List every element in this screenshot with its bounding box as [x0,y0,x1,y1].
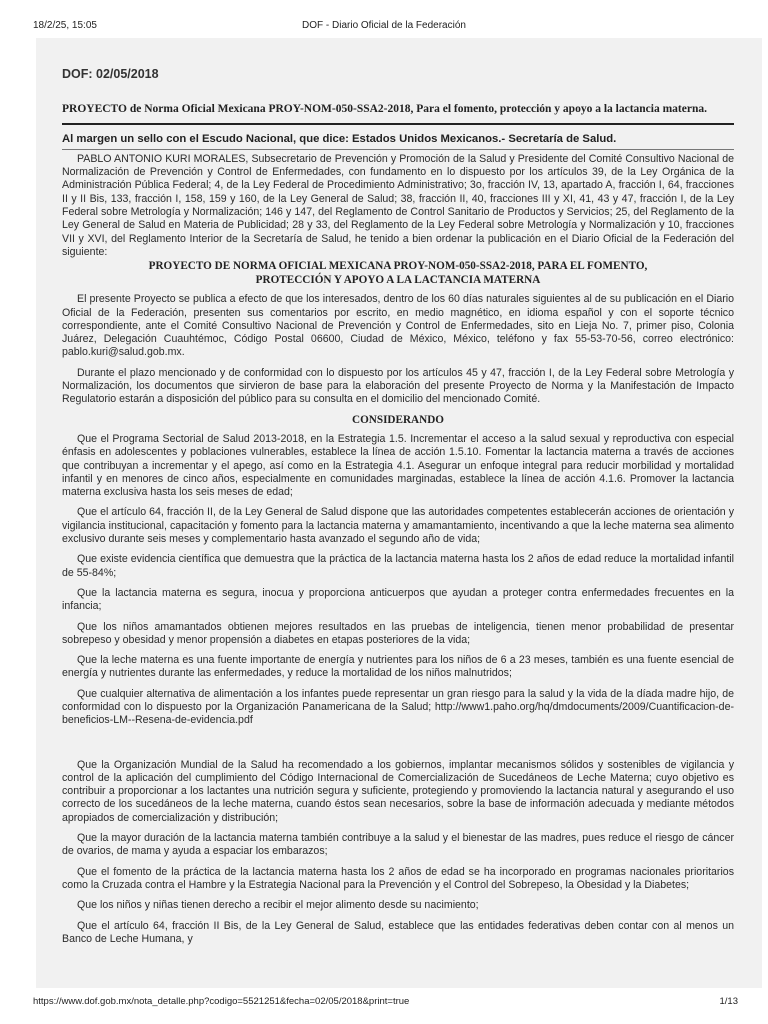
project-title-bold: PROYECTO [62,103,127,116]
document-sheet [36,38,762,988]
print-header [0,0,768,36]
period-paragraph: Durante el plazo mencionado y de conformidad con lo dispuesto por los artículos 45 y 47, fracción I, de la Ley Federal sobre Metrología y Normalización, los documentos que sirvieron de base para la elaboración del presente Proyecto de Norma y la Manifestación de Impacto Regulatorio estarán a disposición del público para su consulta en el domicilio del mencionado Comité. [62,366,734,406]
paragraph-gap [62,735,734,757]
considerando-paragraph: Que la leche materna es una fuente importante de energía y nutrientes para los niños de 6 a 23 meses, también es una fuente esencial de energía y nutrientes durante las enfermedades, y reduce la mortalidad de los niños malnutridos; [62,654,734,680]
considerando-heading: CONSIDERANDO [352,413,444,426]
print-page-title: DOF - Diario Oficial de la Federación [302,20,466,31]
print-datetime: 18/2/25, 15:05 [33,20,97,31]
intro-paragraph: PABLO ANTONIO KURI MORALES, Subsecretario de Prevención y Promoción de la Salud y Presidente del Comité Consultivo Nacional de Normalización de Prevención y Control de Enfermedades, con fundamento en lo dispuesto por los artículos 39, de la Ley Orgánica de la Administración Pública Federal; 4, de la Ley Federal de Procedimiento Administrativo; 3o, fracción IV, 13, apartado A, fracción I, 64, fracciones II y II Bis, 133, fracción I, 158, 159 y 160, de la Ley General de Salud; 38, fracción II, 40, fracciones III y XI, 41, 43 y 47, fracción I, de la Ley Federal sobre Metrología y Normalización; 146 y 147, del Reglamento de Control Sanitario de Productos y Servicios; 25, del Reglamento de la Ley General de Salud en Materia de Publicidad; 28 y 33, del Reglamento de la Ley Federal sobre Metrología y Normalización y 10, fracciones VII y XVI, del Reglamento Interior de la Secretaría de Salud, he tenido a bien ordenar la publicación en el Diario Oficial de la Federación del siguiente: [62,152,734,258]
print-url: https://www.dof.gob.mx/nota_detalle.php?codigo=5521251&fecha=02/05/2018&print=true [33,996,410,1007]
considerando-paragraph: Que el fomento de la práctica de la lactancia materna hasta los 2 años de edad se ha incorporado en programas nacionales prioritarios como la Cruzada contra el Hambre y la Estrategia Nacional para la Prevención y el Control del Sobrepeso, la Obesidad y la Diabetes; [62,865,734,891]
norm-title-line-1: PROYECTO DE NORMA OFICIAL MEXICANA PROY-NOM-050-SSA2-2018, PARA EL FOMENTO, [148,260,648,273]
norm-title-line-2: PROTECCIÓN Y APOYO A LA LACTANCIA MATERNA [255,273,541,286]
dof-date: DOF: 02/05/2018 [62,67,159,81]
project-title [62,103,734,124]
project-title-rest: de Norma Oficial Mexicana PROY-NOM-050-SSA2-2018, Para el fomento, protección y apoyo a la lactancia materna. [126,103,707,116]
publication-paragraph: El presente Proyecto se publica a efecto de que los interesados, dentro de los 60 días naturales siguientes al de su publicación en el Diario Oficial de la Federación, presenten sus comentarios por escrito, en medio magnético, en idioma español y con el soporte técnico correspondiente, ante el Comité Consultivo Nacional de Prevención y Control de Enfermedades, sito en Lieja No. 7, primer piso, Colonia Juárez, Delegación Cuauhtémoc, Código Postal 06600, Ciudad de México, México, teléfono y fax 55-53-70-56, correo electrónico: pablo.kuri@salud.gob.mx. [62,293,734,359]
norm-title [62,260,734,287]
considerando-paragraph: Que los niños amamantados obtienen mejores resultados en las pruebas de inteligencia, tienen menor probabilidad de presentar sobrepeso y obesidad y menor propensión a diabetes en etapas posteriores de la vida; [62,620,734,646]
considerando-paragraph: Que los niños y niñas tienen derecho a recibir el mejor alimento desde su nacimiento; [77,899,479,912]
considerando-paragraph: Que la lactancia materna es segura, inocua y proporciona anticuerpos que ayudan a proteger contra enfermedades frecuentes en la infancia; [62,586,734,613]
print-page-number: 1/13 [719,996,738,1007]
considerando-paragraph: Que el artículo 64, fracción II, de la Ley General de Salud dispone que las autoridades competentes establecerán acciones de orientación y vigilancia institucional, capacitación y fomento para la lactancia materna y amamantamiento, incentivando a que la leche materna sea alimento exclusivo durante seis meses y complementario hasta avanzado el segundo año de vida; [62,506,734,546]
considerando-paragraph: Que el artículo 64, fracción II Bis, de la Ley General de Salud, establece que las entidades federativas deben contar con al menos un Banco de Leche Humana, y [62,919,734,945]
considerando-paragraph: Que existe evidencia científica que demuestra que la práctica de la lactancia materna hasta los 2 años de edad reduce la mortalidad infantil de 55-84%; [62,553,734,579]
document-content [62,68,734,953]
considerando-paragraph-with-link: Que cualquier alternativa de alimentación a los infantes puede representar un gran riesgo para la salud y la vida de la díada madre hijo, de conformidad con lo dispuesto por la Organización Panamericana de la Salud; http://www1.paho.org/hq/dmdocuments/2009/Cuantificacion-de-beneficios-LM--Resena-de-evidencia.pdf [62,687,734,727]
considerando-paragraph: Que la mayor duración de la lactancia materna también contribuye a la salud y el bienestar de las madres, pues reduce el riesgo de cáncer de ovarios, de mama y ayuda a espaciar los embarazos; [62,832,734,858]
considerando-paragraph: Que la Organización Mundial de la Salud ha recomendado a los gobiernos, implantar mecanismos sólidos y sostenibles de vigilancia y control de la aplicación del cumplimiento del Código Internacional de Comercialización de Sucedáneos de Leche Materna; cuyo objetivo es contribuir a proporcionar a los lactantes una nutrición segura y suficiente, protegiendo y promoviendo la lactancia natural y asegurando el uso correcto de los sucedáneos de la leche materna, cuando éstos sean necesarios, sobre la base de información adecuada y mediante métodos apropiados de comercialización y distribución; [62,758,734,824]
margin-note: Al margen un sello con el Escudo Nacional, que dice: Estados Unidos Mexicanos.- Secretaría de Salud. [62,133,734,150]
considerando-paragraph: Que el Programa Sectorial de Salud 2013-2018, en la Estrategia 1.5. Incrementar el acceso a la salud sexual y reproductiva con especial énfasis en adolescentes y poblaciones vulnerables, establece la línea de acción 1.5.10. Fomentar la lactancia materna a través de acciones que contribuyan a incrementar y el apego, así como en la Estrategia 4.1. Asegurar un enfoque integral para reducir morbilidad y mortalidad infantil y en menores de cinco años, especialmente en comunidades marginadas, establece la línea de acción 4.1.6. Promover la lactancia materna exclusiva hasta los seis meses de edad; [62,432,734,499]
